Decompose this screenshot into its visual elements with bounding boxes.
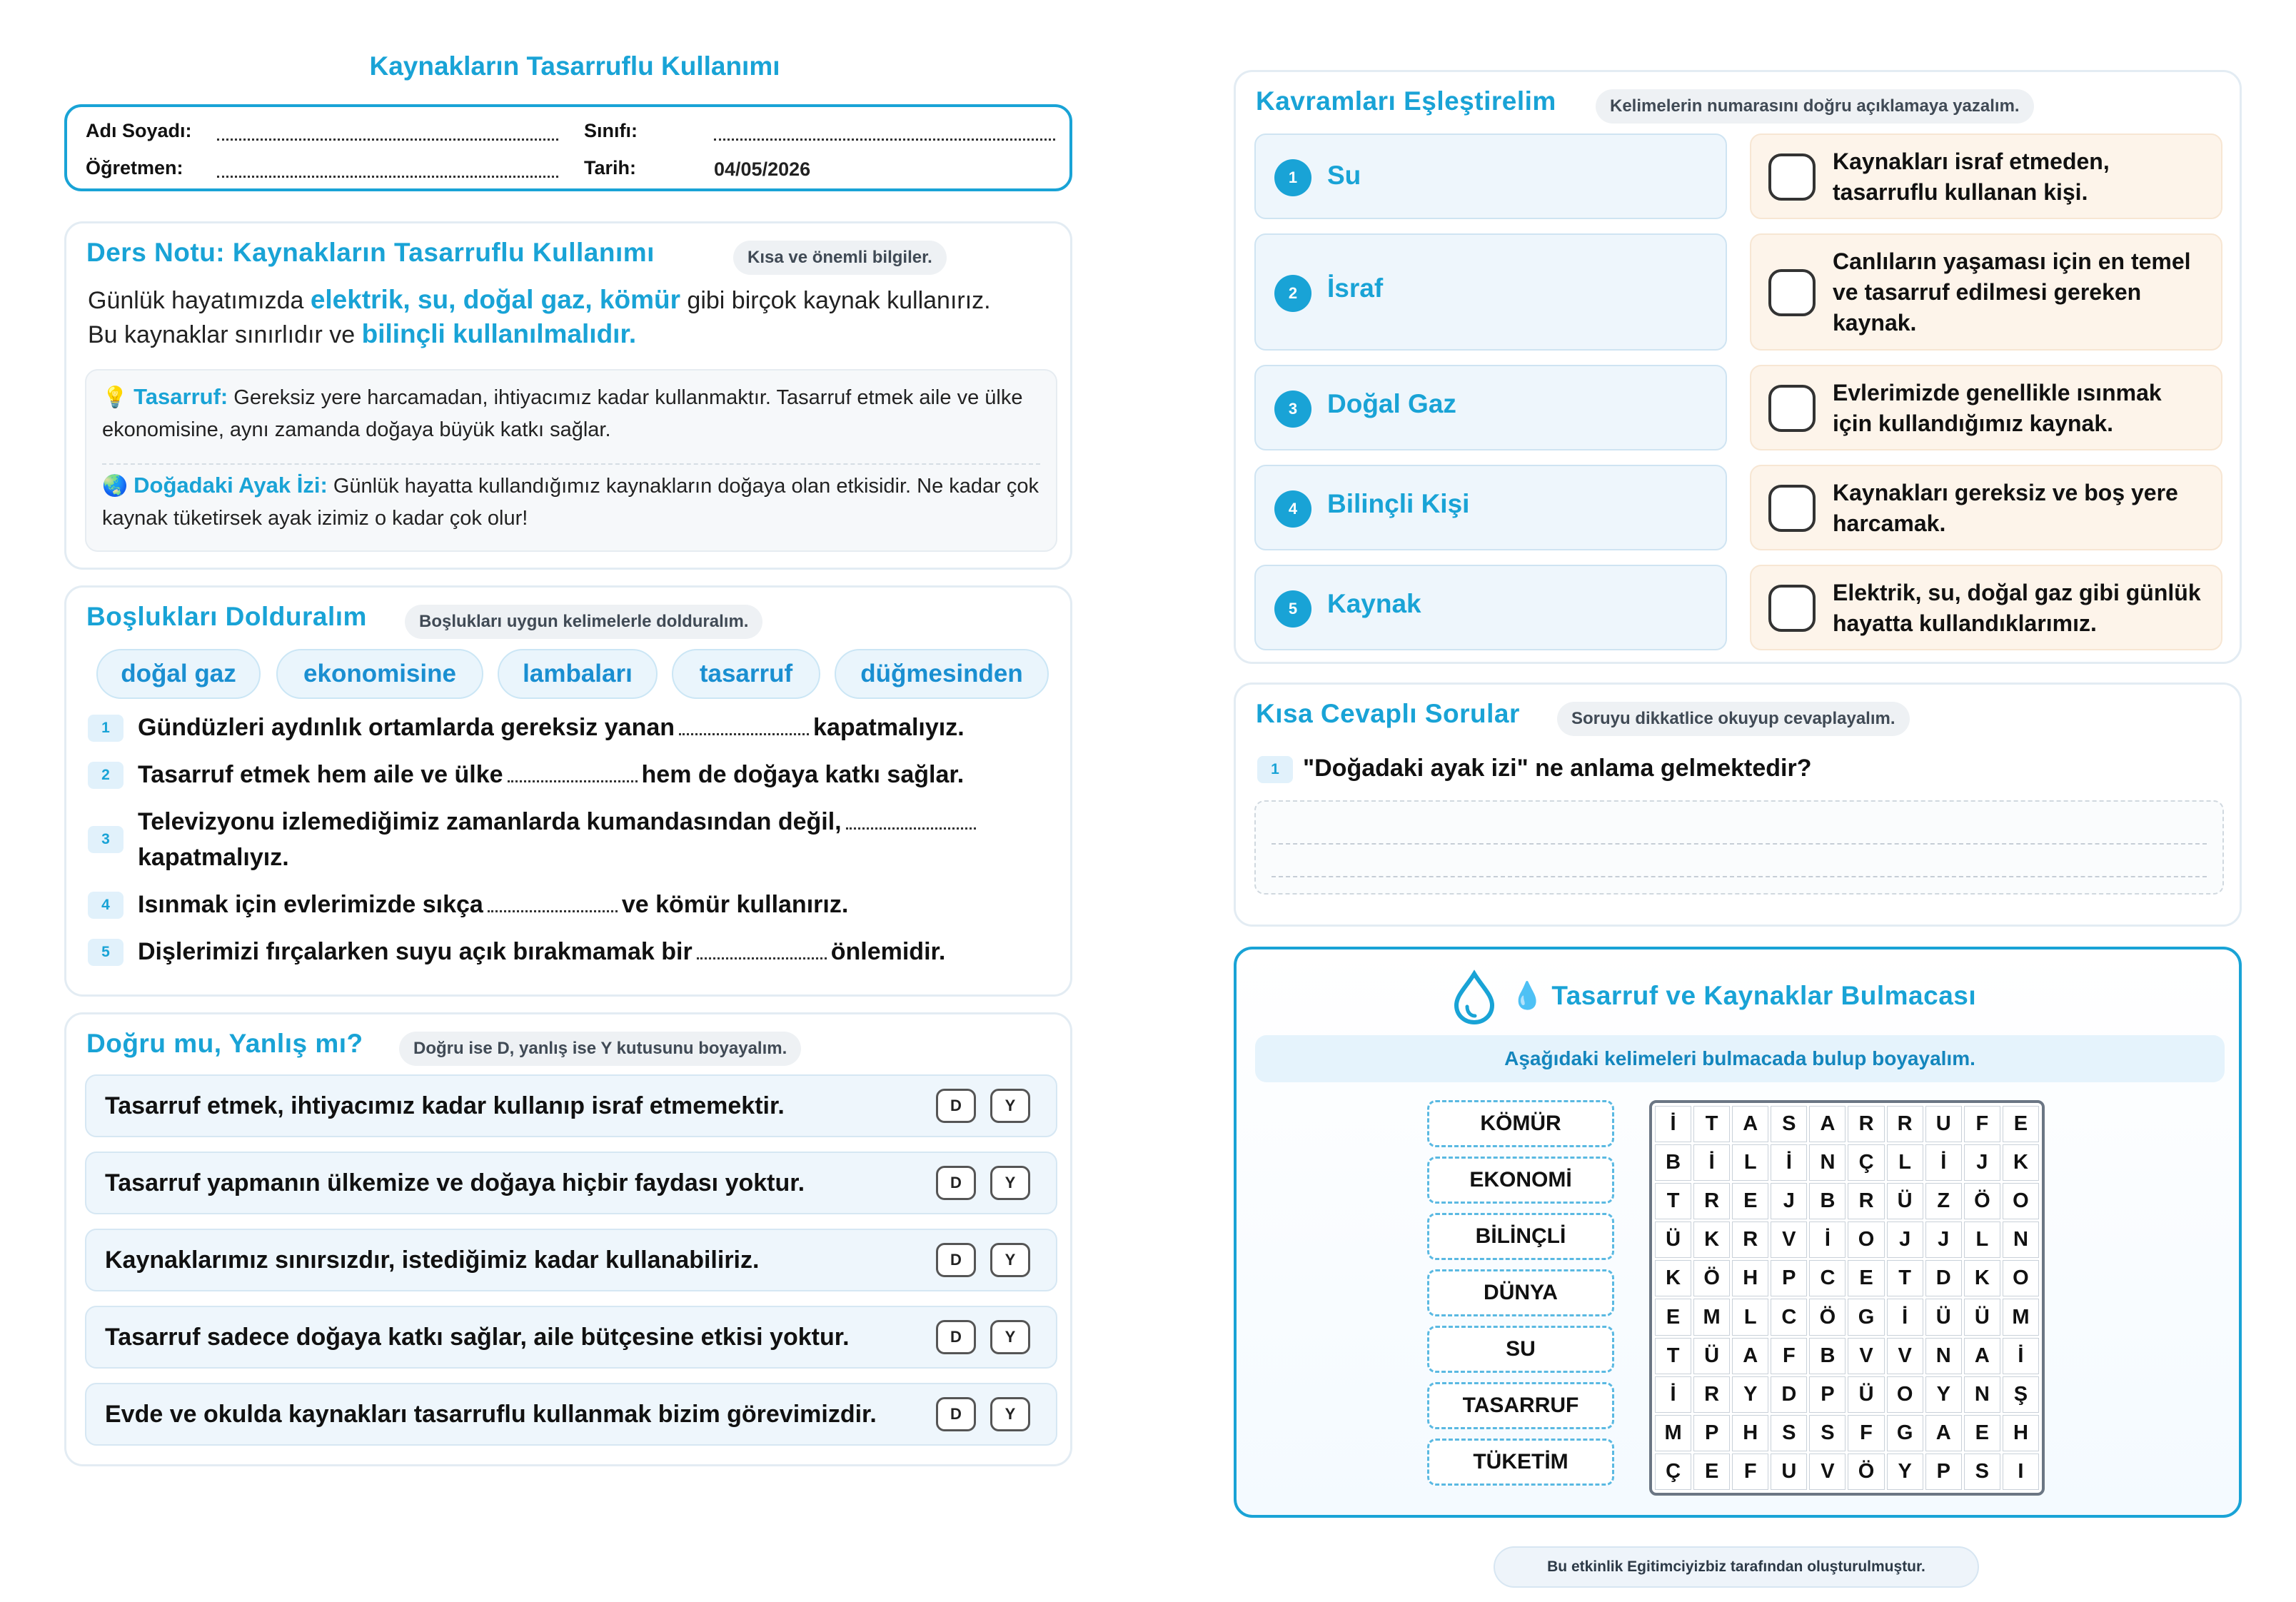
answer-box[interactable] bbox=[1768, 485, 1816, 532]
word-list-item: KÖMÜR bbox=[1427, 1100, 1614, 1147]
letter-cell[interactable]: S bbox=[1771, 1415, 1807, 1451]
letter-cell[interactable]: L bbox=[1887, 1144, 1923, 1181]
word-chip[interactable]: lambaları bbox=[498, 649, 658, 699]
statement-text: Tasarruf sadece doğaya katkı sağlar, aile bütçesine etkisi yoktur. bbox=[105, 1324, 850, 1351]
letter-cell[interactable]: E bbox=[1848, 1260, 1884, 1296]
question-number: 1 bbox=[1257, 756, 1293, 783]
date-label: Tarih: bbox=[584, 157, 636, 178]
answer-line bbox=[1272, 876, 2207, 877]
term-text: İsraf bbox=[1327, 273, 1384, 303]
term-card bbox=[1254, 465, 1727, 550]
globe-icon: 🌏 bbox=[102, 475, 129, 498]
letter-cell[interactable]: İ bbox=[1655, 1106, 1691, 1142]
letter-cell[interactable]: D bbox=[1925, 1260, 1962, 1296]
letter-cell[interactable]: H bbox=[2003, 1415, 2039, 1451]
letter-cell[interactable]: D bbox=[1771, 1376, 1807, 1413]
letter-cell[interactable]: K bbox=[2003, 1144, 2039, 1181]
letter-cell[interactable]: E bbox=[1732, 1183, 1768, 1219]
letter-cell[interactable]: N bbox=[1809, 1144, 1846, 1181]
letter-cell[interactable]: M bbox=[1693, 1299, 1730, 1335]
word-search-title: 💧 Tasarruf ve Kaynaklar Bulmacası bbox=[1511, 981, 1977, 1010]
answer-line bbox=[1272, 843, 2207, 845]
letter-cell[interactable]: Ü bbox=[1848, 1376, 1884, 1413]
answer-box[interactable] bbox=[1768, 153, 1816, 201]
true-box[interactable]: D bbox=[936, 1243, 976, 1277]
letter-cell[interactable]: E bbox=[2003, 1106, 2039, 1142]
word-chip[interactable]: ekonomisine bbox=[276, 649, 483, 699]
letter-cell[interactable]: N bbox=[1925, 1338, 1962, 1374]
letter-cell[interactable]: İ bbox=[1887, 1299, 1923, 1335]
letter-cell[interactable]: Ü bbox=[1964, 1299, 2000, 1335]
letter-cell[interactable]: K bbox=[1964, 1260, 2000, 1296]
definition-text: Canlıların yaşaması için en temel ve tasarruf edilmesi gereken kaynak. bbox=[1833, 248, 2191, 336]
true-false-row bbox=[85, 1229, 1057, 1291]
letter-cell[interactable]: R bbox=[1732, 1221, 1768, 1258]
letter-cell[interactable]: Ü bbox=[1887, 1183, 1923, 1219]
letter-cell[interactable]: İ bbox=[1693, 1144, 1730, 1181]
answer-blank[interactable] bbox=[488, 896, 618, 912]
letter-cell[interactable]: S bbox=[1964, 1454, 2000, 1490]
teacher-label: Öğretmen: bbox=[86, 157, 183, 178]
word-list-item: TASARRUF bbox=[1427, 1382, 1614, 1429]
true-false-row bbox=[85, 1152, 1057, 1214]
name-field[interactable] bbox=[217, 138, 558, 141]
letter-cell[interactable]: V bbox=[1848, 1338, 1884, 1374]
letter-cell[interactable]: I bbox=[2003, 1454, 2039, 1490]
letter-cell[interactable]: İ bbox=[1655, 1376, 1691, 1413]
letter-cell[interactable]: T bbox=[1655, 1338, 1691, 1374]
fill-question-5: Dişlerimizi fırçalarken suyu açık bırakmamak bir önlemidir. bbox=[138, 938, 946, 965]
date-value: 04/05/2026 bbox=[714, 158, 811, 180]
definition-text: Evlerimizde genellikle ısınmak için kullandığımız kaynak. bbox=[1833, 380, 2162, 436]
definition-text: Elektrik, su, doğal gaz gibi günlük hayatta kullandıklarımız. bbox=[1833, 580, 2201, 636]
teacher-field[interactable] bbox=[217, 176, 558, 178]
fill-blanks-title: Boşlukları Dolduralım bbox=[86, 602, 367, 631]
word-search-instruction: Aşağıdaki kelimeleri bulmacada bulup boyayalım. bbox=[1255, 1035, 2225, 1082]
term-card bbox=[1254, 233, 1727, 351]
letter-cell[interactable]: Ö bbox=[1964, 1183, 2000, 1219]
letter-cell[interactable]: İ bbox=[2003, 1338, 2039, 1374]
letter-cell[interactable]: N bbox=[2003, 1221, 2039, 1258]
letter-cell[interactable]: N bbox=[1964, 1376, 2000, 1413]
letter-cell[interactable]: Ö bbox=[1848, 1454, 1884, 1490]
matching-pill: Kelimelerin numarasını doğru açıklamaya yazalım. bbox=[1596, 89, 2034, 124]
student-info-box bbox=[64, 104, 1072, 191]
definition-text: Kaynakları israf etmeden, tasarruflu kullanan kişi. bbox=[1833, 148, 2110, 205]
letter-cell[interactable]: R bbox=[1693, 1183, 1730, 1219]
letter-cell[interactable]: T bbox=[1887, 1260, 1923, 1296]
letter-cell[interactable]: J bbox=[1925, 1221, 1962, 1258]
letter-cell[interactable]: A bbox=[1732, 1338, 1768, 1374]
letter-cell[interactable]: Y bbox=[1925, 1376, 1962, 1413]
definition-card bbox=[1750, 465, 2222, 550]
lesson-notes-title: Ders Notu: Kaynakların Tasarruflu Kullanımı bbox=[86, 238, 655, 267]
letter-cell[interactable]: O bbox=[2003, 1260, 2039, 1296]
letter-cell[interactable]: S bbox=[1771, 1106, 1807, 1142]
answer-box[interactable] bbox=[1768, 385, 1816, 432]
right-page bbox=[1148, 0, 2296, 1602]
answer-box[interactable] bbox=[1768, 269, 1816, 316]
true-box[interactable]: D bbox=[936, 1166, 976, 1200]
letter-cell[interactable]: E bbox=[1655, 1299, 1691, 1335]
term-card bbox=[1254, 134, 1727, 219]
letter-cell[interactable]: U bbox=[1771, 1454, 1807, 1490]
answer-blank[interactable] bbox=[846, 813, 976, 830]
letter-cell[interactable]: J bbox=[1887, 1221, 1923, 1258]
short-answer-title: Kısa Cevaplı Sorular bbox=[1256, 699, 1520, 728]
word-chip[interactable]: doğal gaz bbox=[96, 649, 261, 699]
letter-cell[interactable]: F bbox=[1964, 1106, 2000, 1142]
question-number: 4 bbox=[88, 892, 124, 919]
answer-box[interactable] bbox=[1768, 585, 1816, 632]
letter-cell[interactable]: V bbox=[1771, 1221, 1807, 1258]
fill-question-1: Gündüzleri aydınlık ortamlarda gereksiz yanan kapatmalıyız. bbox=[138, 714, 965, 741]
question-number: 3 bbox=[88, 826, 124, 853]
true-false-card bbox=[64, 1012, 1072, 1466]
letter-cell[interactable]: R bbox=[1887, 1106, 1923, 1142]
letter-cell[interactable]: Ü bbox=[1925, 1299, 1962, 1335]
letter-cell[interactable]: A bbox=[1964, 1338, 2000, 1374]
short-answer-pill: Soruyu dikkatlice okuyup cevaplayalım. bbox=[1557, 702, 1910, 736]
word-list-item: DÜNYA bbox=[1427, 1269, 1614, 1316]
letter-cell[interactable]: J bbox=[1771, 1183, 1807, 1219]
lesson-notes-card bbox=[64, 221, 1072, 570]
true-false-row bbox=[85, 1074, 1057, 1137]
true-box[interactable]: D bbox=[936, 1320, 976, 1354]
statement-text: Tasarruf yapmanın ülkemize ve doğaya hiçbir faydası yoktur. bbox=[105, 1169, 805, 1197]
letter-cell[interactable]: B bbox=[1809, 1183, 1846, 1219]
letter-cell[interactable]: L bbox=[1964, 1221, 2000, 1258]
term-text: Doğal Gaz bbox=[1327, 389, 1456, 418]
letter-cell[interactable]: F bbox=[1732, 1454, 1768, 1490]
letter-cell[interactable]: V bbox=[1887, 1338, 1923, 1374]
letter-cell[interactable]: O bbox=[1887, 1376, 1923, 1413]
divider bbox=[102, 463, 1040, 465]
letter-cell[interactable]: Ü bbox=[1655, 1221, 1691, 1258]
false-box[interactable]: Y bbox=[990, 1320, 1030, 1354]
letter-cell[interactable]: Ş bbox=[2003, 1376, 2039, 1413]
letter-cell[interactable]: Ü bbox=[1693, 1338, 1730, 1374]
true-box[interactable]: D bbox=[936, 1397, 976, 1431]
letter-cell[interactable]: R bbox=[1693, 1376, 1730, 1413]
word-list-item: TÜKETİM bbox=[1427, 1439, 1614, 1486]
true-false-row bbox=[85, 1306, 1057, 1369]
question-number: 5 bbox=[88, 939, 124, 966]
letter-cell[interactable]: R bbox=[1848, 1183, 1884, 1219]
matching-title: Kavramları Eşleştirelim bbox=[1256, 86, 1556, 116]
fill-question-3: Televizyonu izlemediğimiz zamanlarda kumandasından değil, kapatmalıyız. bbox=[138, 804, 1037, 875]
letter-cell[interactable]: H bbox=[1732, 1415, 1768, 1451]
answer-blank[interactable] bbox=[697, 943, 827, 959]
definition-card bbox=[1750, 365, 2222, 450]
word-list-item: BİLİNÇLİ bbox=[1427, 1213, 1614, 1260]
letter-cell[interactable]: T bbox=[1693, 1106, 1730, 1142]
fill-blanks-pill: Boşlukları uygun kelimelerle dolduralım. bbox=[405, 605, 762, 639]
definitions-box bbox=[85, 369, 1057, 552]
letter-cell[interactable]: C bbox=[1771, 1299, 1807, 1335]
letter-cell[interactable]: Y bbox=[1887, 1454, 1923, 1490]
fill-question-2: Tasarruf etmek hem aile ve ülke hem de doğaya katkı sağlar. bbox=[138, 761, 965, 788]
footer-credit: Bu etkinlik Egitimciyizbiz tarafından oluşturulmuştur. bbox=[1494, 1546, 1979, 1588]
false-box[interactable]: Y bbox=[990, 1089, 1030, 1123]
letter-cell[interactable]: H bbox=[1732, 1260, 1768, 1296]
letter-cell[interactable]: A bbox=[1809, 1106, 1846, 1142]
answer-area[interactable] bbox=[1254, 800, 2224, 895]
letter-cell[interactable]: R bbox=[1848, 1106, 1884, 1142]
true-box[interactable]: D bbox=[936, 1089, 976, 1123]
letter-cell[interactable]: B bbox=[1809, 1338, 1846, 1374]
definition-card bbox=[1750, 134, 2222, 219]
letter-cell[interactable]: K bbox=[1693, 1221, 1730, 1258]
letter-cell[interactable]: C bbox=[1809, 1260, 1846, 1296]
water-drop-icon bbox=[1449, 968, 1499, 1025]
notes-paragraph-2: Bu kaynaklar sınırlıdır ve bilinçli kullanılmalıdır. bbox=[88, 319, 637, 348]
letter-cell[interactable]: P bbox=[1809, 1376, 1846, 1413]
statement-text: Kaynaklarımız sınırsızdır, istediğimiz kadar kullanabiliriz. bbox=[105, 1246, 760, 1274]
definition-tasarruf: 💡 Tasarruf: Gereksiz yere harcamadan, ihtiyacımız kadar kullanmaktır. Tasarruf etmek aile ve ülke ekonomisine, aynı zamanda doğaya büyük katkı sağlar. bbox=[102, 384, 1023, 441]
letter-cell[interactable]: M bbox=[2003, 1299, 2039, 1335]
letter-cell[interactable]: L bbox=[1732, 1144, 1768, 1181]
letter-cell[interactable]: U bbox=[1925, 1106, 1962, 1142]
short-answer-card bbox=[1234, 682, 2242, 927]
letter-cell[interactable]: P bbox=[1771, 1260, 1807, 1296]
letter-cell[interactable]: Ç bbox=[1655, 1454, 1691, 1490]
false-box[interactable]: Y bbox=[990, 1397, 1030, 1431]
term-text: Bilinçli Kişi bbox=[1327, 489, 1470, 518]
letter-cell[interactable]: Ç bbox=[1848, 1144, 1884, 1181]
lightbulb-icon: 💡 bbox=[102, 386, 129, 409]
term-number: 4 bbox=[1274, 490, 1311, 528]
letter-cell[interactable]: A bbox=[1925, 1415, 1962, 1451]
letter-cell[interactable]: T bbox=[1655, 1183, 1691, 1219]
letter-cell[interactable]: E bbox=[1964, 1415, 2000, 1451]
letter-cell[interactable]: V bbox=[1809, 1454, 1846, 1490]
letter-cell[interactable]: İ bbox=[1771, 1144, 1807, 1181]
term-card bbox=[1254, 565, 1727, 650]
class-field[interactable] bbox=[714, 138, 1055, 141]
false-box[interactable]: Y bbox=[990, 1243, 1030, 1277]
lesson-notes-pill: Kısa ve önemli bilgiler. bbox=[733, 241, 947, 275]
term-number: 5 bbox=[1274, 590, 1311, 628]
letter-cell[interactable]: K bbox=[1655, 1260, 1691, 1296]
answer-blank[interactable] bbox=[679, 719, 809, 735]
word-list-item: EKONOMİ bbox=[1427, 1157, 1614, 1204]
term-number: 3 bbox=[1274, 391, 1311, 428]
letter-cell[interactable]: Y bbox=[1732, 1376, 1768, 1413]
word-chip[interactable]: tasarruf bbox=[672, 649, 820, 699]
true-false-pill: Doğru ise D, yanlış ise Y kutusunu boyayalım. bbox=[399, 1032, 801, 1066]
term-number: 1 bbox=[1274, 159, 1311, 196]
term-card bbox=[1254, 365, 1727, 450]
name-label: Adı Soyadı: bbox=[86, 120, 192, 141]
term-number: 2 bbox=[1274, 275, 1311, 312]
letter-cell[interactable]: F bbox=[1848, 1415, 1884, 1451]
definition-card bbox=[1750, 565, 2222, 650]
letter-cell[interactable]: Ö bbox=[1809, 1299, 1846, 1335]
class-label: Sınıfı: bbox=[584, 120, 638, 141]
letter-cell[interactable]: P bbox=[1693, 1415, 1730, 1451]
letter-cell[interactable]: İ bbox=[1925, 1144, 1962, 1181]
letter-cell[interactable]: J bbox=[1964, 1144, 2000, 1181]
true-false-title: Doğru mu, Yanlış mı? bbox=[86, 1029, 363, 1058]
page-title: Kaynakların Tasarruflu Kullanımı bbox=[369, 51, 780, 81]
word-list-item: SU bbox=[1427, 1326, 1614, 1373]
fill-blanks-card bbox=[64, 585, 1072, 997]
letter-cell[interactable]: Z bbox=[1925, 1183, 1962, 1219]
question-number: 2 bbox=[88, 762, 124, 789]
definition-ayak-izi: 🌏 Doğadaki Ayak İzi: Günlük hayatta kullandığımız kaynakların doğaya olan etkisidir. Ne kadar çok kaynak tüketirsek ayak izimiz o kadar çok olur! bbox=[102, 473, 1039, 530]
letter-cell[interactable]: M bbox=[1655, 1415, 1691, 1451]
term-text: Su bbox=[1327, 161, 1361, 190]
letter-cell[interactable]: L bbox=[1732, 1299, 1768, 1335]
statement-text: Evde ve okulda kaynakları tasarruflu kullanmak bizim görevimizdir. bbox=[105, 1401, 877, 1428]
short-question: "Doğadaki ayak izi" ne anlama gelmektedir? bbox=[1303, 755, 1812, 782]
true-false-row bbox=[85, 1383, 1057, 1446]
letter-cell[interactable]: O bbox=[2003, 1183, 2039, 1219]
fill-question-4: Isınmak için evlerimizde sıkça ve kömür kullanırız. bbox=[138, 891, 849, 918]
letter-cell[interactable]: İ bbox=[1809, 1221, 1846, 1258]
word-chip[interactable]: düğmesinden bbox=[835, 649, 1049, 699]
letter-cell[interactable]: O bbox=[1848, 1221, 1884, 1258]
letter-cell[interactable]: E bbox=[1693, 1454, 1730, 1490]
statement-text: Tasarruf etmek, ihtiyacımız kadar kullanıp israf etmemektir. bbox=[105, 1092, 785, 1119]
letter-cell[interactable]: P bbox=[1925, 1454, 1962, 1490]
false-box[interactable]: Y bbox=[990, 1166, 1030, 1200]
letter-cell[interactable]: G bbox=[1887, 1415, 1923, 1451]
answer-blank[interactable] bbox=[508, 766, 638, 782]
letter-cell[interactable]: F bbox=[1771, 1338, 1807, 1374]
letter-cell[interactable]: A bbox=[1732, 1106, 1768, 1142]
definition-text: Kaynakları gereksiz ve boş yere harcamak. bbox=[1833, 480, 2178, 536]
term-text: Kaynak bbox=[1327, 589, 1421, 618]
letter-cell[interactable]: G bbox=[1848, 1299, 1884, 1335]
definition-card bbox=[1750, 233, 2222, 351]
letter-cell[interactable]: Ö bbox=[1693, 1260, 1730, 1296]
letter-cell[interactable]: S bbox=[1809, 1415, 1846, 1451]
letter-grid bbox=[1649, 1100, 2045, 1496]
letter-cell[interactable]: B bbox=[1655, 1144, 1691, 1181]
notes-paragraph-1: Günlük hayatımızda elektrik, su, doğal gaz, kömür gibi birçok kaynak kullanırız. bbox=[88, 285, 991, 314]
question-number: 1 bbox=[88, 715, 124, 742]
matching-card bbox=[1234, 70, 2242, 664]
